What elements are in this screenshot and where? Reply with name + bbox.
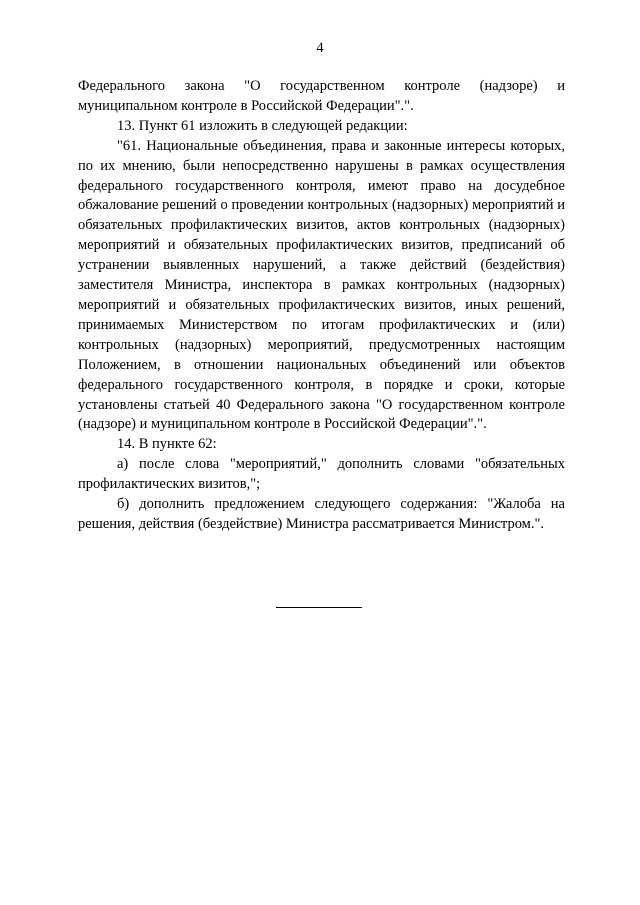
- paragraph-subitem-a: а) после слова "мероприятий," дополнить словами "обязательных профилактических визитов,";: [78, 456, 565, 493]
- document-body: [78, 77, 565, 535]
- paragraph-item-14: 14. В пункте 62:: [117, 436, 217, 453]
- end-divider-line: [276, 607, 362, 608]
- paragraph-point-61: "61. Национальные объединения, права и законные интересы которых, по их мнению, были непосредственно нарушены в рамках осуществления федерального государственного контроля, имеют право на досудебное обжалование решений о проведении контрольных (надзорных) мероприятий и обязательных профилактических визитов, актов контрольных (надзорных) мероприятий и обязательных профилактических визитов, предписаний об устранении выявленных нарушений, а также действий (бездействия) заместителя Министра, инспектора в рамках контрольных (надзорных) мероприятий и обязательных профилактических визитов, иных решений, принимаемых Министерством по итогам профилактических и (или) контрольных (надзорных) мероприятий, предусмотренных настоящим Положением, в отношении национальных объединений или объектов федерального государственного контроля, в порядке и сроки, которые установлены статьей 40 Федерального закона "О государственном контроле (надзоре) и муниципальном контроле в Российской Федерации".".: [78, 137, 565, 433]
- paragraph-continuation: Федерального закона "О государственном контроле (надзоре) и муниципальном контроле в Российской Федерации".".: [78, 78, 565, 114]
- page-number: 4: [316, 40, 324, 56]
- paragraph-item-13: 13. Пункт 61 изложить в следующей редакции:: [117, 117, 408, 134]
- paragraph-subitem-b: б) дополнить предложением следующего содержания: "Жалоба на решения, действия (бездействие) Министра рассматривается Министром.".: [78, 496, 565, 532]
